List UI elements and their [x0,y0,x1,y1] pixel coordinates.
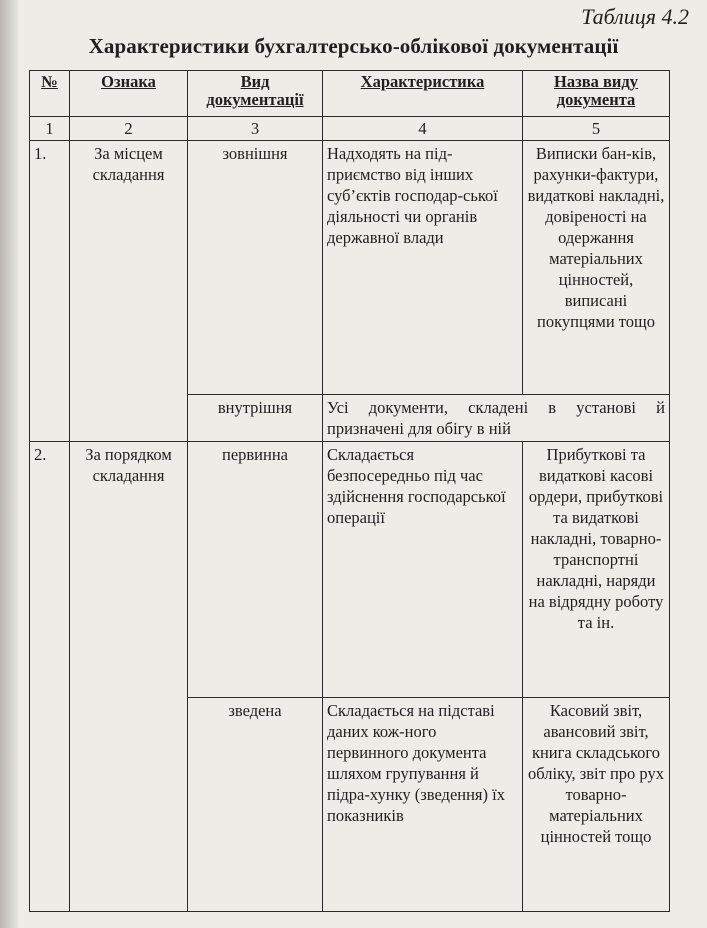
group-sign: За порядком складання [70,442,188,912]
table-number: Таблиця 4.2 [581,4,689,29]
column-number-4: 4 [323,117,523,141]
header-characteristic: Характеристика [323,71,523,117]
doc-name-cell: Виписки бан-ків, рахунки-фактури, видаткові накладні, довіреності на одержання матеріальних цінностей, виписані покупцями тощо [523,141,670,395]
characteristic-cell: Складається безпосередньо під час здійснення господарської операції [323,442,523,698]
column-number-3: 3 [188,117,323,141]
documentation-table [29,70,670,912]
group-number: 1. [30,141,70,442]
doc-name-cell: Прибуткові та видаткові касові ордери, прибуткові та видаткові накладні, товарно-транспортні накладні, наряди на відрядну роботу та ін. [523,442,670,698]
group-number: 2. [30,442,70,912]
doc-type-cell: зовнішня [188,141,323,395]
doc-type-cell: зведена [188,698,323,912]
header-doc-type: Вид документації [188,71,323,117]
header-row [30,71,670,117]
characteristic-cell: Надходять на під-приємство від інших суб’єктів господар-ської діяльності чи органів державної влади [323,141,523,395]
header-sign: Ознака [70,71,188,117]
column-number-row [30,117,670,141]
column-number-1: 1 [30,117,70,141]
group-sign: За місцем складання [70,141,188,442]
page-edge-shadow [0,0,18,928]
column-number-5: 5 [523,117,670,141]
header-number: № [30,71,70,117]
table-row [30,141,670,395]
header-doc-name: Назва виду документа [523,71,670,117]
characteristic-merged-cell: Усі документи, складені в установі й призначені для обігу в ній [323,395,670,442]
characteristic-cell: Складається на підставі даних кож-ного первинного документа шляхом групування й підра-хунку (зведення) їх показників [323,698,523,912]
column-number-2: 2 [70,117,188,141]
doc-type-cell: внутрішня [188,395,323,442]
table-title: Характеристики бухгалтерсько-облікової документації [88,34,619,58]
table-row [30,442,670,698]
doc-name-cell: Касовий звіт, авансовий звіт, книга складського обліку, звіт про рух товарно-матеріальних цінностей тощо [523,698,670,912]
doc-type-cell: первинна [188,442,323,698]
